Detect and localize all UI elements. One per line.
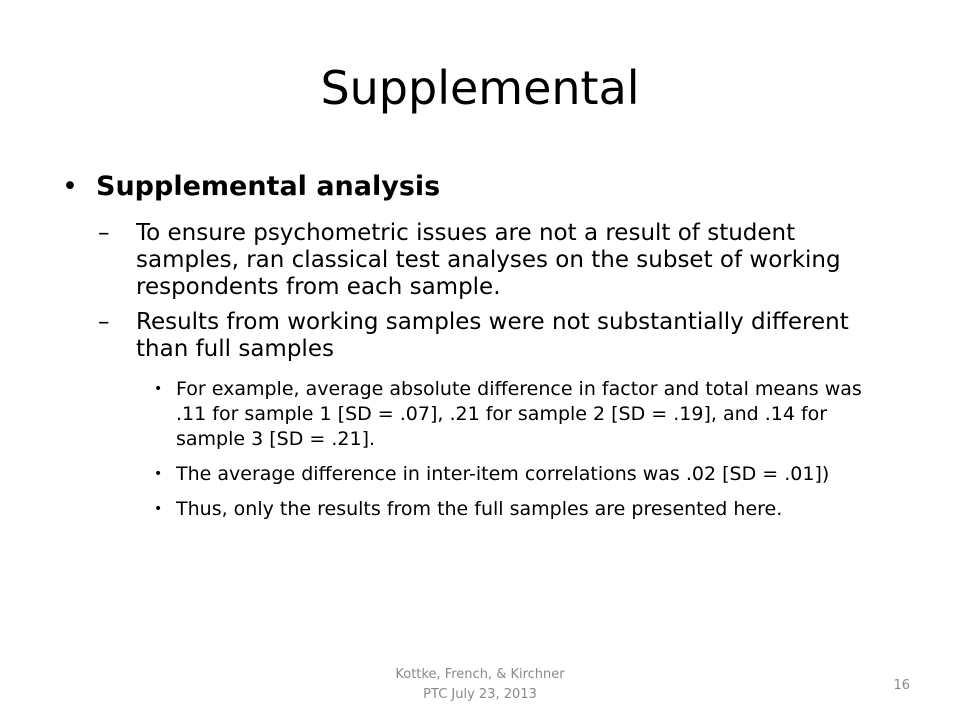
page-number: 16 (893, 678, 910, 693)
dash-marker: – (98, 220, 110, 246)
slide-title: Supplemental (320, 61, 640, 115)
sub-point (98, 309, 896, 363)
sub-sub-point-text: The average difference in inter-item correlations was .02 [SD = .01]) (176, 463, 830, 485)
sub-sub-point-text: For example, average absolute difference in factor and total means was .11 for sample 1 [SD = .07], .21 for sample 2 [SD = .19], and .14 for sample 3 [SD = .21]. (176, 378, 862, 450)
bullet-marker: • (62, 171, 78, 202)
sub-sub-point-text: Thus, only the results from the full samples are presented here. (176, 498, 783, 520)
heading-text: Supplemental analysis (96, 171, 441, 202)
sub-sub-point (154, 462, 896, 487)
sub-sub-point (154, 497, 896, 522)
slide-body (0, 168, 960, 522)
sub-sub-point (154, 377, 896, 452)
bullet-marker: • (154, 501, 163, 517)
bullet-marker: • (154, 381, 163, 397)
slide-footer (330, 665, 630, 705)
sub-point-text: To ensure psychometric issues are not a result of student samples, ran classical test analyses on the subset of working respondents from each sample. (136, 220, 841, 300)
footer-authors: Kottke, French, & Kirchner (395, 667, 565, 682)
sub-point-text: Results from working samples were not substantially different than full samples (136, 309, 849, 362)
sub-point (98, 220, 896, 301)
dash-marker: – (98, 309, 110, 335)
bullet-heading (62, 168, 896, 206)
bullet-marker: • (154, 466, 163, 482)
footer-event-date: PTC July 23, 2013 (423, 687, 537, 702)
